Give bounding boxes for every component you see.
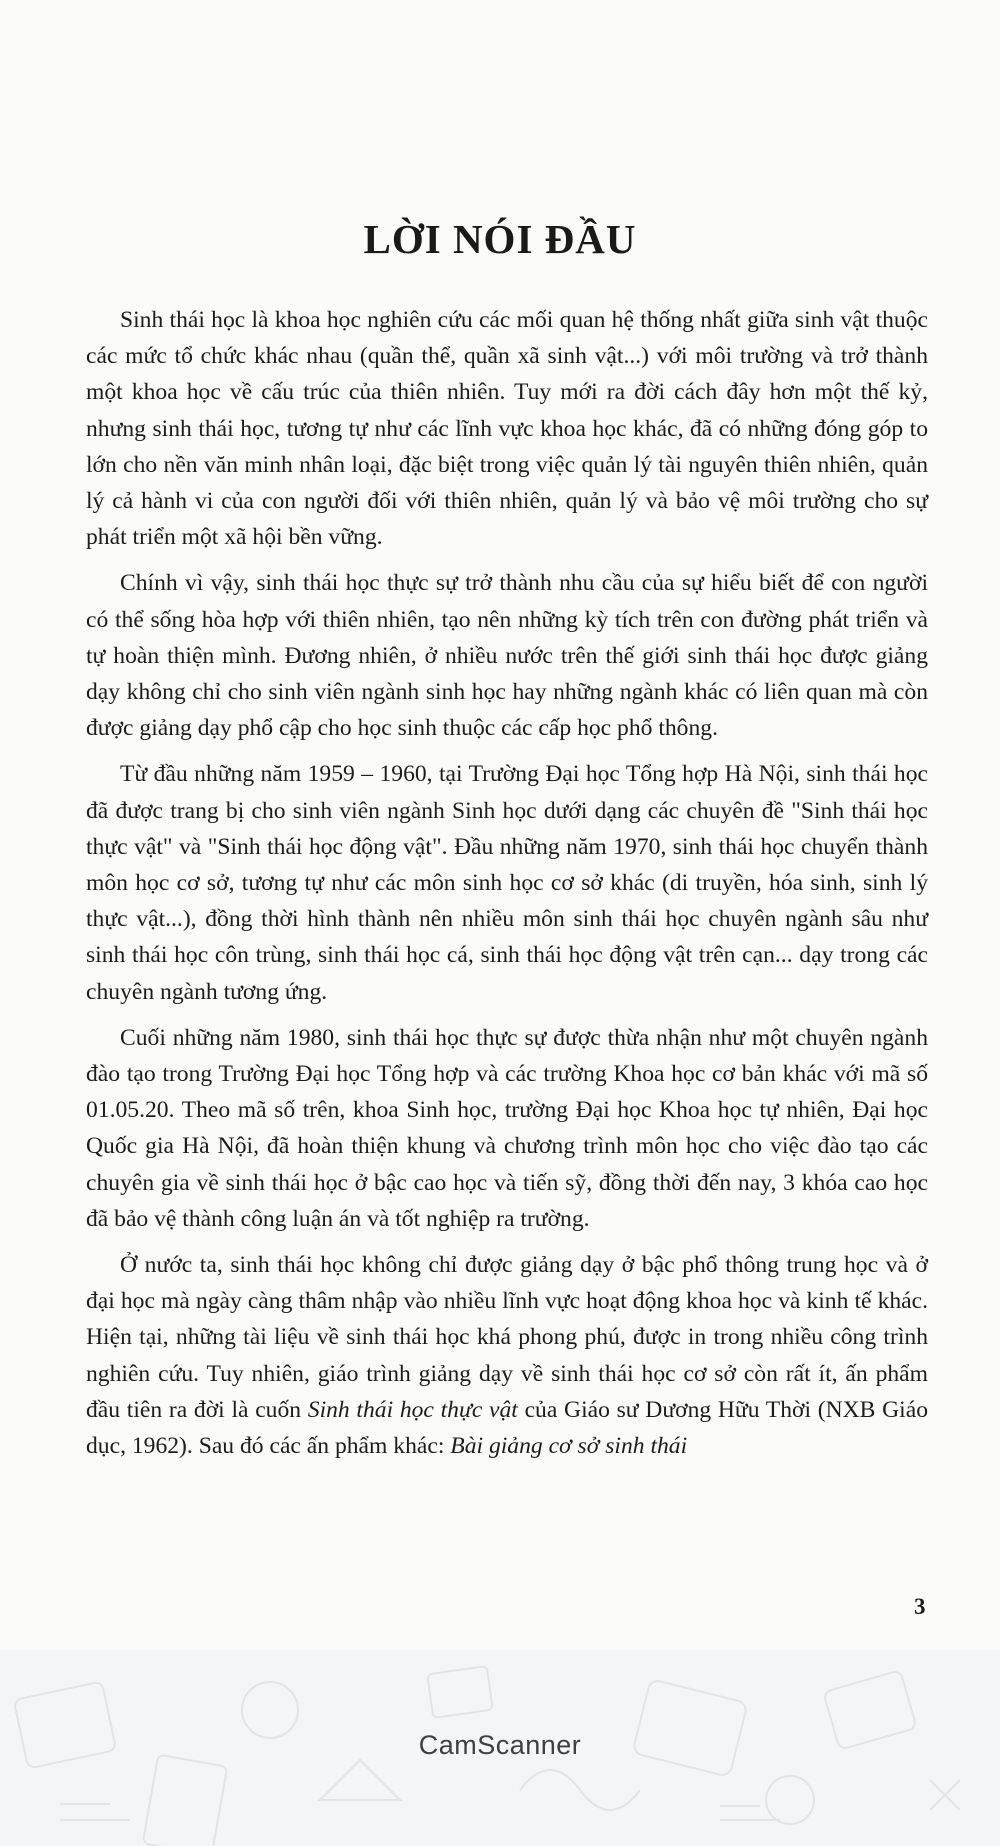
book-title-2: Bài giảng cơ sở sinh thái — [450, 1433, 688, 1460]
paragraph-1: Sinh thái học là khoa học nghiên cứu các mối quan hệ thống nhất giữa sinh vật thuộc các mức tổ chức khác nhau (quần thể, quần xã sinh vật...) với môi trường và trở thành một khoa học về cấu trúc của thiên nhiên. Tuy mới ra đời cách đây hơn một thế kỷ, nhưng sinh thái học, tương tự như các lĩnh vực khoa học khác, đã có những đóng góp to lớn cho nền văn minh nhân loại, đặc biệt trong việc quản lý tài nguyên thiên nhiên, quản lý cả hành vi của con người đối với thiên nhiên, quản lý và bảo vệ môi trường cho sự phát triển một xã hội bền vững. — [86, 307, 928, 551]
paragraph-5-part-2: của Giáo sư Dương Hữu Thời (NXB Giáo dục, 1962). Sau đó các ấn phẩm khác: — [86, 1396, 928, 1460]
scanner-footer — [0, 1650, 1000, 1846]
paragraph-5 — [86, 1247, 928, 1464]
page-title: LỜI NÓI ĐẦU — [363, 216, 637, 262]
book-title-1: Sinh thái học thực vật — [307, 1396, 518, 1423]
paragraph-5-part-1: Ở nước ta, sinh thái học không chỉ được giảng dạy ở bậc phổ thông trung học và ở đại học mà ngày càng thâm nhập vào nhiều lĩnh vực hoạt động khoa học và kinh tế khác. Hiện tại, những tài liệu về sinh thái học khá phong phú, được in trong nhiều công trình nghiên cứu. Tuy nhiên, giáo trình giảng dạy về sinh thái học cơ sở còn rất ít, ấn phẩm đầu tiên ra đời là cuốn — [86, 1252, 928, 1423]
body-text — [86, 302, 928, 1474]
page-number: 3 — [914, 1594, 926, 1619]
paragraph-2: Chính vì vậy, sinh thái học thực sự trở thành nhu cầu của sự hiểu biết để con người có thể sống hòa hợp với thiên nhiên, tạo nên những kỳ tích trên con đường phát triển và tự hoàn thiện mình. Đương nhiên, ở nhiều nước trên thế giới sinh thái học được giảng dạy không chỉ cho sinh viên ngành sinh học hay những ngành khác có liên quan mà còn được giảng dạy phổ cập cho học sinh thuộc các cấp học phổ thông. — [86, 570, 928, 742]
brand-label: CamScanner — [418, 1730, 582, 1760]
paragraph-4: Cuối những năm 1980, sinh thái học thực sự được thừa nhận như một chuyên ngành đào tạo trong Trường Đại học Tổng hợp và các trường Khoa học cơ bản khác với mã số 01.05.20. Theo mã số trên, khoa Sinh học, trường Đại học Khoa học tự nhiên, Đại học Quốc gia Hà Nội, đã hoàn thiện khung và chương trình môn học cho việc đào tạo các chuyên gia về sinh thái học ở bậc cao học và tiến sỹ, đồng thời đến nay, 3 khóa cao học đã bảo vệ thành công luận án và tốt nghiệp ra trường. — [86, 1024, 928, 1232]
paragraph-3: Từ đầu những năm 1959 – 1960, tại Trường Đại học Tổng hợp Hà Nội, sinh thái học đã được trang bị cho sinh viên ngành Sinh học dưới dạng các chuyên đề "Sinh thái học thực vật" và "Sinh thái học động vật". Đầu những năm 1970, sinh thái học chuyển thành môn học cơ sở, tương tự như các môn sinh học cơ sở khác (di truyền, hóa sinh, sinh lý thực vật...), đồng thời hình thành nên nhiều môn sinh thái học chuyên ngành sâu như sinh thái học côn trùng, sinh thái học cá, sinh thái học động vật trên cạn... dạy trong các chuyên ngành tương ứng. — [86, 761, 928, 1005]
